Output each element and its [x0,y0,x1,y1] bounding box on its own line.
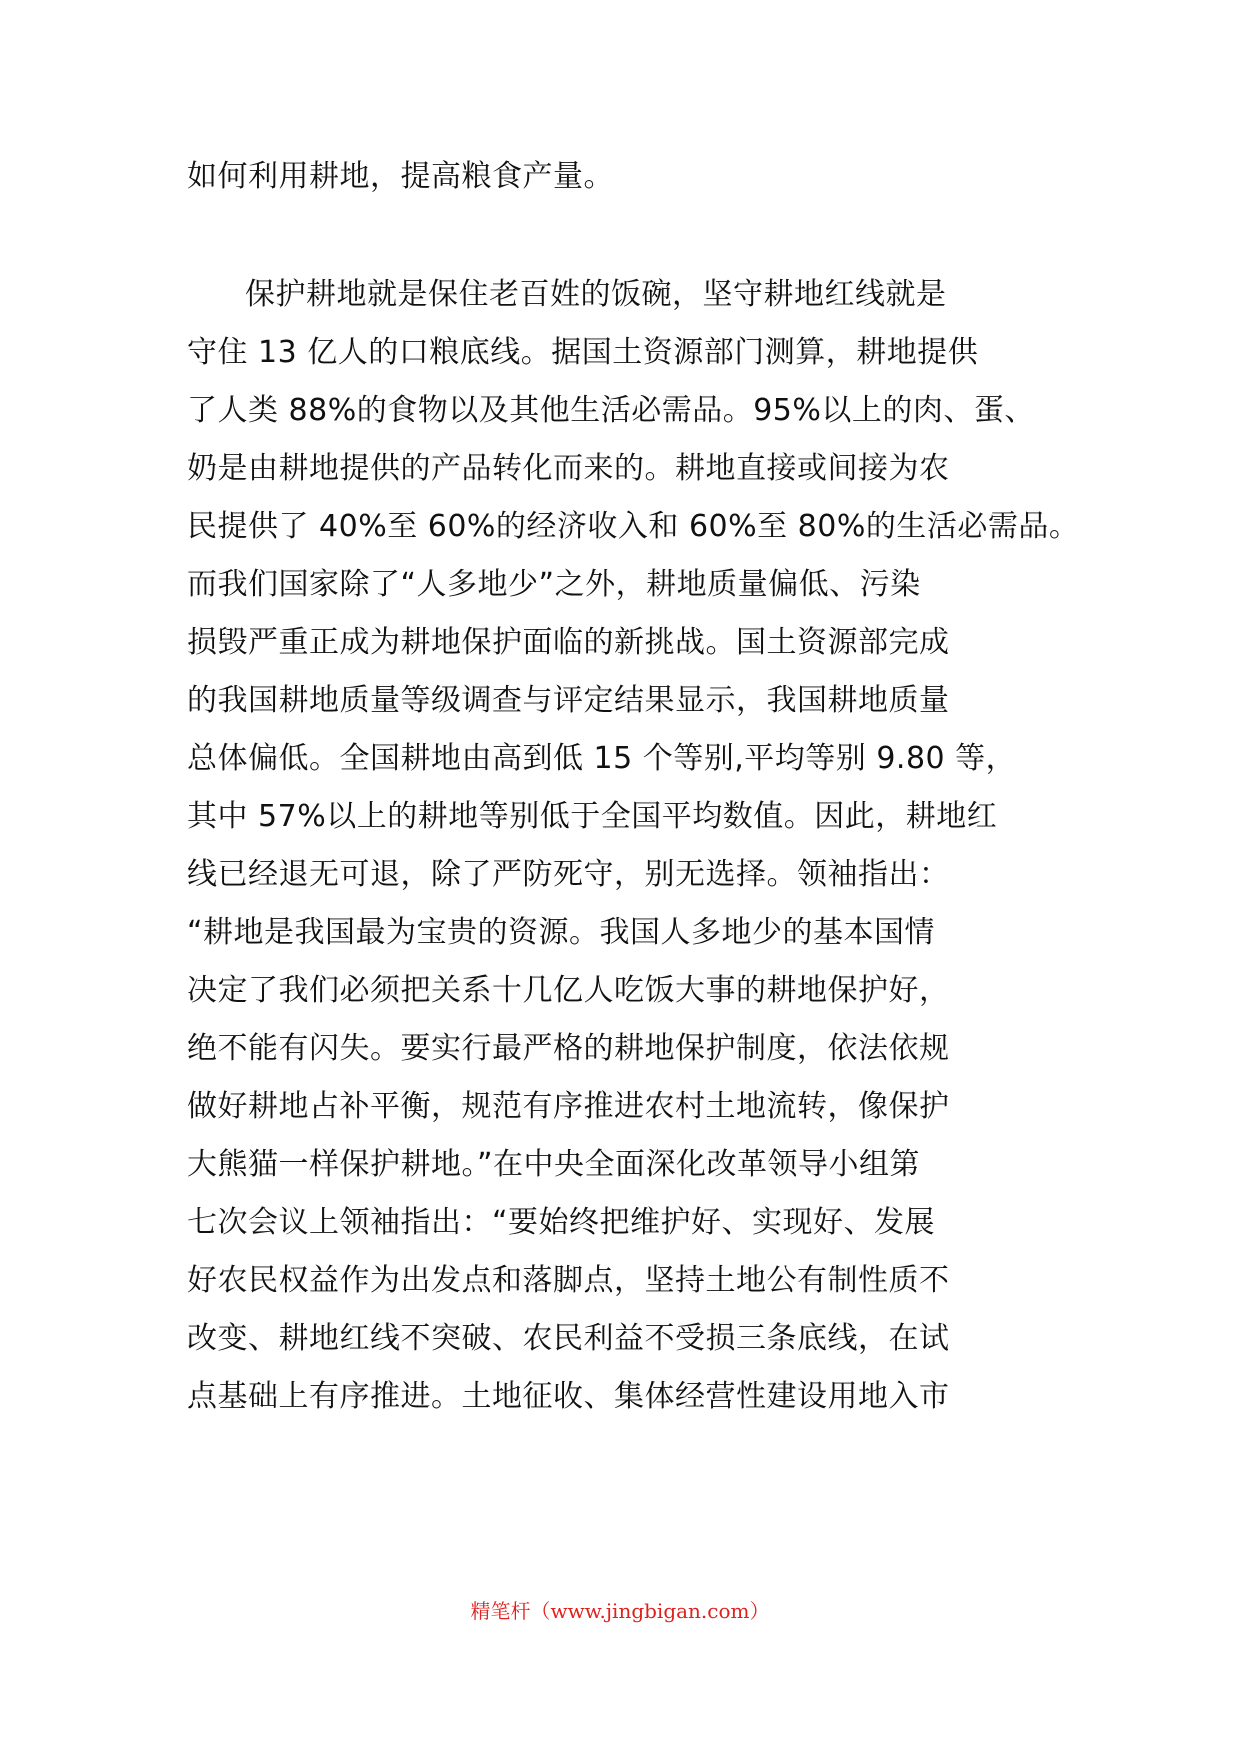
paragraph-line: 奶是由耕地提供的产品转化而来的。耕地直接或间接为农 [187,451,950,486]
paragraph-line: 而我们国家除了“人多地少”之外，耕地质量偏低、污染 [187,567,921,602]
paragraph-line: 了人类 88%的食物以及其他生活必需品。95%以上的肉、蛋、 [187,393,1035,428]
paragraph-line: 点基础上有序推进。土地征收、集体经营性建设用地入市 [187,1379,950,1414]
paragraph-line: 保护耕地就是保住老百姓的饭碗，坚守耕地红线就是 [245,277,947,312]
paragraph-line: 七次会议上领袖指出：“要始终把维护好、实现好、发展 [187,1205,936,1240]
paragraph-line: 决定了我们必须把关系十几亿人吃饭大事的耕地保护好， [187,973,950,1008]
paragraph-line: 改变、耕地红线不突破、农民利益不受损三条底线，在试 [187,1321,950,1356]
paragraph-line: 大熊猫一样保护耕地。”在中央全面深化改革领导小组第 [187,1147,921,1182]
paragraph-line: 的我国耕地质量等级调查与评定结果显示，我国耕地质量 [187,683,950,718]
paragraph-line: 民提供了 40%至 60%的经济收入和 60%至 80%的生活必需品。 [187,509,1080,544]
paragraph-line: 总体偏低。全国耕地由高到低 15 个等别,平均等别 9.80 等， [187,741,1017,776]
paragraph-line: 守住 13 亿人的口粮底线。据国土资源部门测算，耕地提供 [187,335,979,370]
paragraph-line: 线已经退无可退，除了严防死守，别无选择。领袖指出： [187,857,950,892]
paragraph-line: 绝不能有闪失。要实行最严格的耕地保护制度，依法依规 [187,1031,950,1066]
paragraph-line: 好农民权益作为出发点和落脚点，坚持土地公有制性质不 [187,1263,950,1298]
footer-watermark: 精笔杆（www.jingbigan.com） [470,1599,770,1623]
paragraph-line: 如何利用耕地，提高粮食产量。 [187,159,614,194]
paragraph-line: 做好耕地占补平衡，规范有序推进农村土地流转，像保护 [187,1089,950,1124]
paragraph-line: “耕地是我国最为宝贵的资源。我国人多地少的基本国情 [187,915,936,950]
paragraph-line: 损毁严重正成为耕地保护面临的新挑战。国土资源部完成 [187,625,950,660]
paragraph-line: 其中 57%以上的耕地等别低于全国平均数值。因此，耕地红 [187,799,998,834]
